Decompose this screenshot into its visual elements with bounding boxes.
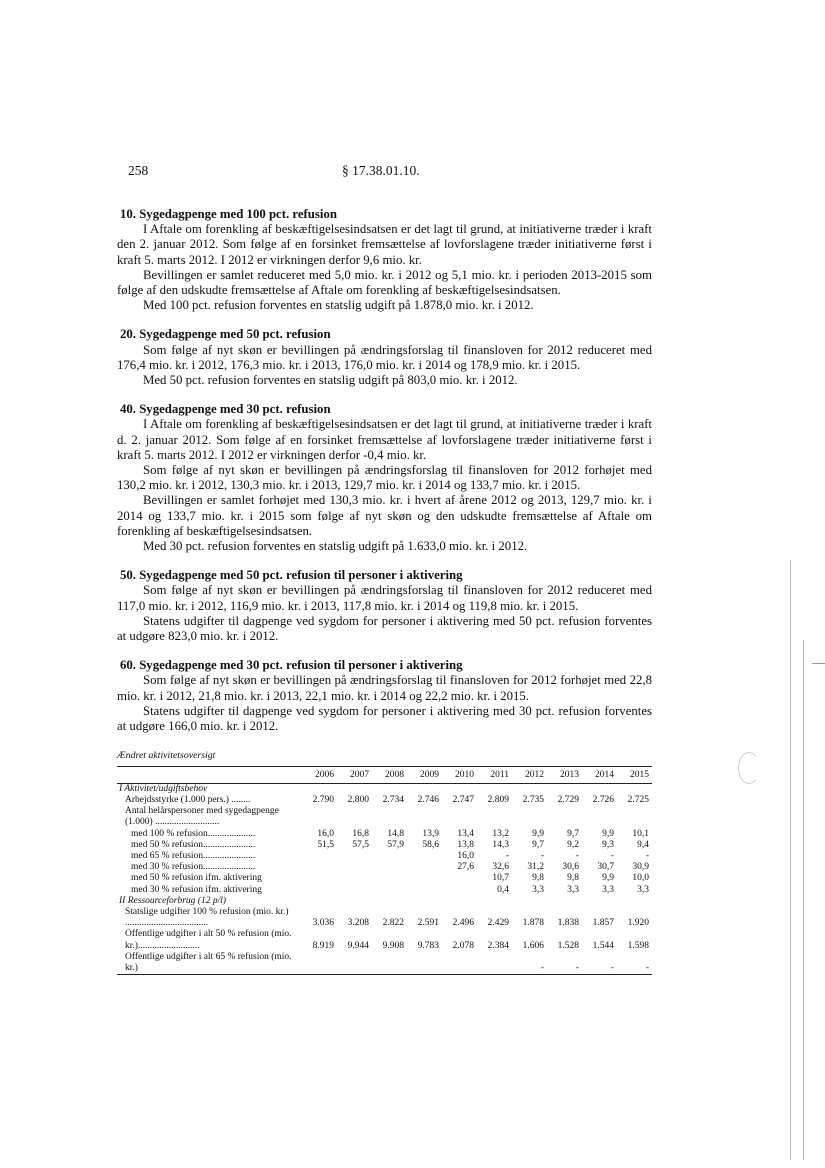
year-header: 2009: [407, 766, 442, 783]
table-cell: 3,3: [567, 884, 579, 895]
table-cell: [372, 862, 407, 873]
table-cell: -: [645, 850, 649, 861]
paragraph: Bevillingen er samlet forhøjet med 130,3 mio. kr. i hvert af årene 2012 og 2013, 129,7 mio. kr. i 2014 og 133,7 mio. kr. i 2015 som følge af nyt skøn og den udskudte fremsættelse af Aftale om forenkling af beskæftigelsesindsatsen.: [117, 493, 652, 538]
table-cell: 2.591: [417, 918, 439, 929]
table-cell: 16,0: [457, 850, 474, 861]
table-cell: 1.598: [627, 940, 649, 951]
table-group-row: [117, 783, 652, 795]
year-header: 2006: [302, 766, 337, 783]
table-cell: [302, 862, 337, 873]
table-cell: -: [505, 850, 509, 861]
table-cell: 16,0: [317, 828, 334, 839]
table-cell: 1.606: [522, 940, 544, 951]
table-header-blank: [117, 766, 302, 783]
row-label: Statslige udgifter 100 % refusion (mio. kr.) ...................................: [125, 906, 289, 929]
row-label: med 30 % refusion......................: [131, 862, 256, 873]
table-header-row: [117, 766, 652, 783]
table-cell: 3,3: [637, 884, 649, 895]
table-cell: -: [512, 952, 547, 975]
table-cell: 9.908: [382, 940, 404, 951]
table-cell: 9,3: [602, 839, 614, 850]
table-row: [117, 929, 652, 951]
table-cell: 2.746: [417, 794, 439, 805]
table-cell: [337, 885, 372, 896]
table-group-row: [117, 896, 652, 907]
section-title: 50. Sygedagpenge med 50 pct. refusion til personer i aktivering: [120, 568, 463, 583]
row-label: med 30 % refusion ifm. aktivering: [131, 884, 262, 895]
table-cell: 2.726: [592, 794, 614, 805]
table-cell: -: [540, 850, 544, 861]
table-cell: 3.208: [347, 918, 369, 929]
table-cell: [372, 885, 407, 896]
table-cell: 9,8: [567, 873, 579, 884]
table-cell: [407, 885, 442, 896]
table-cell: 10,1: [632, 828, 649, 839]
section: [117, 327, 652, 388]
paragraph: Med 100 pct. refusion forventes en statslig udgift på 1.878,0 mio. kr. i 2012.: [143, 298, 534, 313]
table-caption: Ændret aktivitetsoversigt: [117, 750, 216, 762]
table-cell: 2.496: [452, 918, 474, 929]
table-cell: 31,2: [527, 862, 544, 873]
table-cell: [302, 851, 337, 862]
table-cell: [407, 851, 442, 862]
table-cell: 57,9: [387, 839, 404, 850]
table-cell: [372, 851, 407, 862]
table-cell: 2.078: [452, 940, 474, 951]
table-cell: [407, 873, 442, 884]
table-cell: -: [547, 952, 582, 975]
table-cell: 14,3: [492, 839, 509, 850]
section-title: 60. Sygedagpenge med 30 pct. refusion til personer i aktivering: [120, 658, 463, 673]
row-label: Offentlige udgifter i alt 65 % refusion (mio. kr.): [117, 952, 302, 975]
table-cell: 1.878: [522, 918, 544, 929]
section-reference: § 17.38.01.10.: [342, 163, 420, 178]
table-cell: 2.429: [487, 918, 509, 929]
table-cell: -: [610, 850, 614, 861]
table-cell: 9,9: [602, 873, 614, 884]
table-cell: 2.734: [382, 794, 404, 805]
table-cell: 13,2: [492, 828, 509, 839]
table-cell: [442, 952, 477, 975]
section-title: 20. Sygedagpenge med 50 pct. refusion: [120, 327, 331, 342]
table-cell: 1.528: [557, 940, 579, 951]
table-cell: [442, 806, 477, 828]
table-cell: [372, 873, 407, 884]
table-cell: [407, 806, 442, 828]
table-cell: -: [617, 952, 652, 975]
year-header: 2013: [547, 766, 582, 783]
year-header: 2011: [477, 766, 512, 783]
table-cell: 0,4: [497, 884, 509, 895]
table-cell: 2.729: [557, 794, 579, 805]
table-cell: [337, 851, 372, 862]
year-header: 2007: [337, 766, 372, 783]
table-cell: 58,6: [422, 839, 439, 850]
table-cell: [547, 806, 582, 828]
table-cell: -: [575, 850, 579, 861]
table-cell: 2.384: [487, 940, 509, 951]
table-cell: [302, 952, 337, 975]
sections-container: [117, 207, 652, 734]
table-cell: 3.036: [312, 918, 334, 929]
table-cell: 2.800: [347, 794, 369, 805]
table-cell: 9,7: [532, 839, 544, 850]
table-cell: 13,4: [457, 828, 474, 839]
table-cell: 9.944: [347, 940, 369, 951]
row-label: Arbejdsstyrke (1.000 pers.) ........: [125, 794, 251, 805]
table-cell: [372, 806, 407, 828]
table-cell: 10,7: [492, 873, 509, 884]
paragraph: Med 30 pct. refusion forventes en statslig udgift på 1.633,0 mio. kr. i 2012.: [143, 539, 528, 554]
activity-overview-table: [117, 766, 652, 976]
paragraph: I Aftale om forenkling af beskæftigelsesindsatsen er det lagt til grund, at initiativerne træder i kraft d. 2. januar 2012. Som følge af en forsinket fremsættelse af lovforslagene træder initiativerne først i kraft 5. marts 2012. I 2012 er virkningen derfor -0,4 mio. kr.: [117, 417, 652, 462]
paragraph: Bevillingen er samlet reduceret med 5,0 mio. kr. i 2012 og 5,1 mio. kr. i perioden 2013-2015 som følge af den udskudte fremsættelse af Aftale om forenkling af beskæftigelsesindsatsen.: [117, 267, 652, 298]
row-label: med 100 % refusion....................: [131, 828, 256, 839]
table-cell: 9.783: [417, 940, 439, 951]
scan-edge-line: [812, 663, 825, 664]
table-cell: 8.919: [312, 940, 334, 951]
section: [117, 402, 652, 554]
table-row: [117, 952, 652, 975]
table-cell: 30,7: [597, 862, 614, 873]
row-label: med 50 % refusion......................: [131, 839, 256, 850]
table-row: [117, 795, 652, 806]
scan-margin-mark: [738, 752, 760, 784]
section-title: 40. Sygedagpenge med 30 pct. refusion: [120, 402, 331, 417]
row-label: med 65 % refusion......................: [131, 850, 256, 861]
section-title: 10. Sygedagpenge med 100 pct. refusion: [120, 207, 337, 221]
table-cell: [372, 952, 407, 975]
table-cell: -: [582, 952, 617, 975]
table-cell: [302, 806, 337, 828]
table-cell: [477, 806, 512, 828]
group-label: II Ressourceforbrug (12 p/l): [119, 895, 227, 906]
table-cell: 13,8: [457, 839, 474, 850]
table-cell: 9,4: [637, 839, 649, 850]
paragraph: Som følge af nyt skøn er bevillingen på ændringsforslag til finansloven for 2012 forhøjet med 22,8 mio. kr. i 2012, 21,8 mio. kr. i 2013, 22,1 mio. kr. i 2014 og 22,2 mio. kr. i 2015.: [117, 673, 652, 703]
table-cell: 1.920: [627, 918, 649, 929]
year-header: 2014: [582, 766, 617, 783]
table-row: [117, 862, 652, 873]
table-cell: 16,8: [352, 828, 369, 839]
table-cell: 14,8: [387, 828, 404, 839]
row-label: Offentlige udgifter i alt 50 % refusion (mio. kr.)..........................: [125, 929, 292, 951]
table-cell: 27,6: [457, 862, 474, 873]
table-row: [117, 829, 652, 840]
section: [117, 658, 652, 734]
row-label: Antal helårspersoner med sygedagpenge (1.000) ...........................: [125, 806, 279, 828]
table-cell: [302, 873, 337, 884]
table-cell: [512, 806, 547, 828]
table-cell: [337, 873, 372, 884]
table-cell: 2.822: [382, 918, 404, 929]
table-cell: [302, 885, 337, 896]
table-cell: 1.857: [592, 918, 614, 929]
table-cell: [582, 806, 617, 828]
table-cell: [337, 862, 372, 873]
table-cell: 32,6: [492, 862, 509, 873]
row-label: med 50 % refusion ifm. aktivering: [131, 873, 262, 884]
paragraph: Statens udgifter til dagpenge ved sygdom for personer i aktivering med 50 pct. refusion forventes at udgøre 823,0 mio. kr. i 2012.: [117, 613, 652, 644]
table-cell: 9,9: [602, 828, 614, 839]
table-cell: 10,0: [632, 873, 649, 884]
table-row: [117, 840, 652, 851]
table-cell: [442, 873, 477, 884]
table-cell: 2.790: [312, 794, 334, 805]
scan-edge-line: [790, 560, 791, 1160]
table-cell: 1.544: [592, 940, 614, 951]
document-body: [117, 207, 652, 975]
page-number: 258: [128, 163, 149, 178]
table-row: [117, 885, 652, 896]
table-cell: 57,5: [352, 839, 369, 850]
table-cell: 2.735: [522, 794, 544, 805]
table-cell: 51,5: [317, 839, 334, 850]
table-cell: [407, 952, 442, 975]
table-cell: 2.725: [627, 794, 649, 805]
paragraph: Som følge af nyt skøn er bevillingen på ændringsforslag til finansloven for 2012 reduceret med 176,4 mio. kr. i 2012, 176,3 mio. kr. i 2013, 176,0 mio. kr. i 2014 og 178,9 mio. kr. i 2015.: [117, 342, 652, 372]
table-cell: [477, 952, 512, 975]
table-cell: [407, 862, 442, 873]
group-label: I Aktivitet/udgiftsbehov: [119, 783, 208, 794]
table-cell: 1.838: [557, 918, 579, 929]
table-body: [117, 783, 652, 974]
table-cell: 13,9: [422, 828, 439, 839]
table-cell: 2.809: [487, 794, 509, 805]
table-cell: [337, 952, 372, 975]
table-row: [117, 873, 652, 884]
table-cell: [442, 885, 477, 896]
section: [117, 568, 652, 644]
table-cell: 2.747: [452, 794, 474, 805]
year-header: 2015: [617, 766, 652, 783]
table-cell: 3,3: [602, 884, 614, 895]
table-cell: 9,7: [567, 828, 579, 839]
table-row: [117, 851, 652, 862]
section: [117, 207, 652, 313]
table-cell: 30,9: [632, 862, 649, 873]
scan-edge-line: [803, 640, 804, 1160]
paragraph: Med 50 pct. refusion forventes en statslig udgift på 803,0 mio. kr. i 2012.: [143, 373, 518, 388]
table-cell: [337, 806, 372, 828]
table-row: [117, 907, 652, 929]
table-cell: 30,6: [562, 862, 579, 873]
year-header: 2010: [442, 766, 477, 783]
paragraph: Statens udgifter til dagpenge ved sygdom for personer i aktivering med 30 pct. refusion forventes at udgøre 166,0 mio. kr. i 2012.: [117, 703, 652, 734]
paragraph: I Aftale om forenkling af beskæftigelsesindsatsen er det lagt til grund, at initiativerne træder i kraft den 2. januar 2012. Som følge af en forsinket fremsættelse af lovforslagene træder initiativerne først i kraft 5. marts 2012. I 2012 er virkningen derfor 9,6 mio. kr.: [117, 222, 652, 267]
table-cell: 9,9: [532, 828, 544, 839]
table-cell: [617, 806, 652, 828]
paragraph: Som følge af nyt skøn er bevillingen på ændringsforslag til finansloven for 2012 forhøjet med 130,2 mio. kr. i 2012, 130,3 mio. kr. i 2013, 129,7 mio. kr. i 2014 og 133,7 mio. kr. i 2015.: [117, 463, 652, 493]
paragraph: Som følge af nyt skøn er bevillingen på ændringsforslag til finansloven for 2012 reduceret med 117,0 mio. kr. i 2012, 116,9 mio. kr. i 2013, 117,8 mio. kr. i 2014 og 119,8 mio. kr. i 2015.: [117, 583, 652, 613]
table-cell: 9,8: [532, 873, 544, 884]
year-header: 2012: [512, 766, 547, 783]
table-row: [117, 806, 652, 828]
year-header: 2008: [372, 766, 407, 783]
table-cell: 9,2: [567, 839, 579, 850]
table-cell: 3,3: [532, 884, 544, 895]
